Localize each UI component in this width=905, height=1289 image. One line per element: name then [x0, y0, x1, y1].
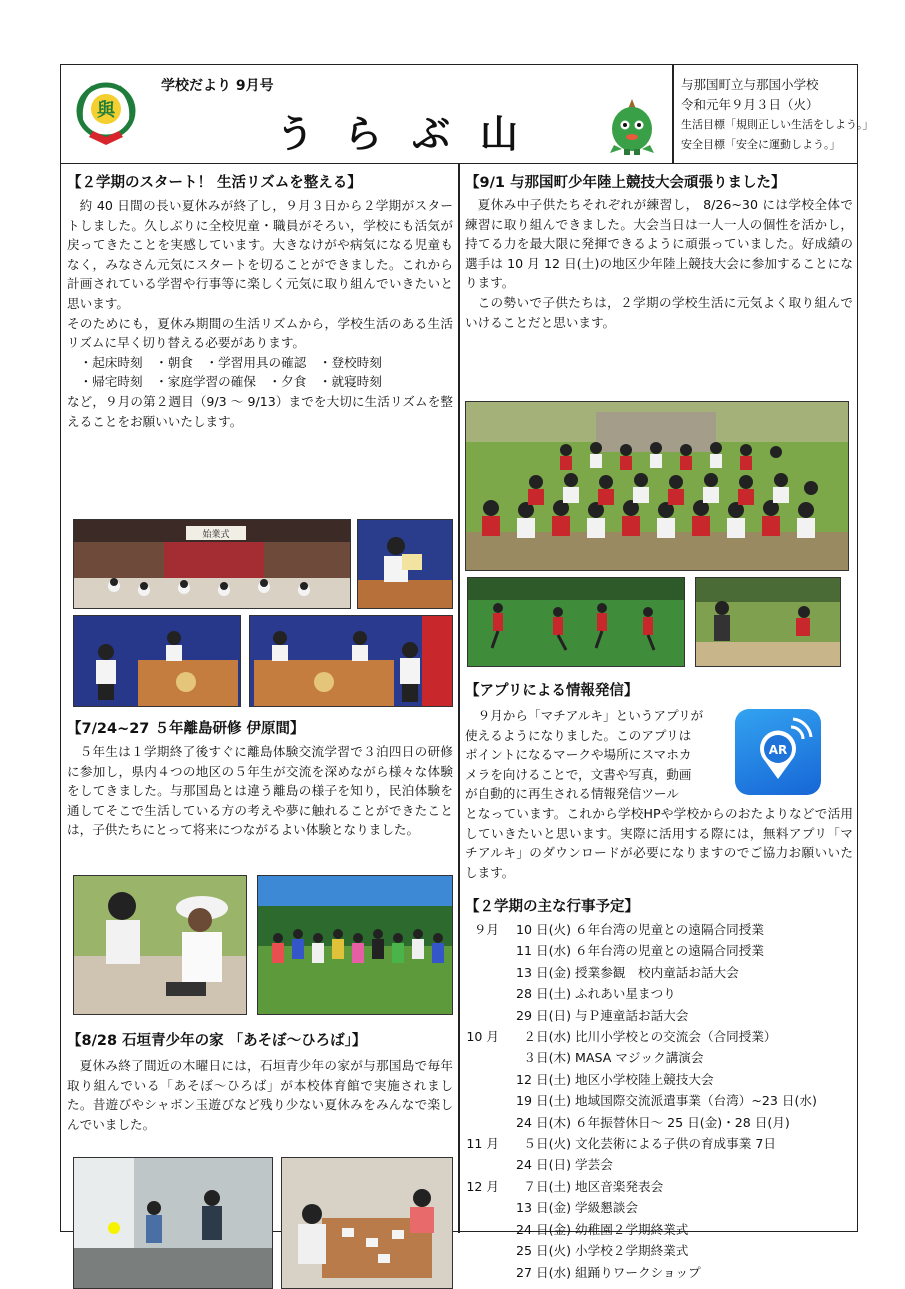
ceremony-sign-text: 始業式 [202, 530, 230, 540]
app-paragraph-rest: となっています。これから学校HPや学校からのおたよりなどで活用していきたいと思います。実際に活用する際には，無料アプリ「マチアルキ」のダウンロードが必要になりますのでご協力お願いいたします。 [465, 805, 853, 880]
event-row [465, 962, 853, 983]
event-day: 24 日(金) [515, 1221, 571, 1237]
app-paragraph-line-3: ポイントになるマークや場所にスマホカ [465, 747, 692, 763]
event-day: 24 日(日) [515, 1157, 571, 1173]
speech-podium-photo [73, 615, 241, 707]
event-text: 組踊りワークショップ [575, 1264, 701, 1280]
semester-start-paragraph-1: 約 40 日間の長い夏休みが終了し，９月３日から２学期がスタートしました。久しぶりに全校児童・職員がそろい，学校にも活気が戻ってきたことを実感しています。大きなけがや病気になる児童もなく，みなさん元気にスタートを切ることができました。これから計画されている学習や行事等に楽しく元気に取り組んでいきたいと思います。 [67, 198, 453, 311]
event-text: 比川小学校との交流会（合同授業） [575, 1029, 777, 1045]
event-day: ５日(火) [523, 1136, 571, 1152]
traditional-games-photo [281, 1157, 453, 1289]
event-row [465, 1219, 853, 1240]
event-row [465, 1090, 853, 1111]
island-trip-craft-photo [73, 875, 247, 1015]
event-text: ６年振替休日～ 25 日(金)・28 日(月) [575, 1114, 790, 1130]
app-paragraph-line-5: が自動的に再生される情報発信ツール [465, 786, 679, 802]
event-day: 24 日(木) [515, 1114, 571, 1130]
opening-ceremony-photo [73, 519, 351, 609]
event-day: 10 日(火) [515, 922, 571, 937]
event-text: MASA マジック講演会 [575, 1050, 704, 1066]
event-row [465, 1154, 853, 1175]
event-row [465, 1026, 853, 1047]
event-row [465, 940, 853, 961]
track-meet-paragraph-2: この勢いで子供たちは，２学期の学校生活に元気よく取り組んでいけることだと思います。 [465, 294, 853, 330]
newsletter-title: うらぶ山 [276, 112, 549, 156]
app-paragraph-line-4: メラを向けることで，文書や写真，動画 [465, 766, 692, 782]
event-row [465, 1240, 853, 1261]
track-team-group-photo [465, 401, 849, 571]
ar-app-icon [735, 709, 821, 795]
section-heading-youth-center: 【8/28 石垣青少年の家 「あそぼ～ひろば」】 [67, 1033, 367, 1049]
event-day: 13 日(金) [515, 964, 571, 980]
section-heading-events: 【２学期の主な行事予定】 [465, 899, 639, 915]
event-day: 19 日(土) [515, 1093, 571, 1109]
event-row [465, 1005, 853, 1026]
event-text: ６年台湾の児童との遠隔合同授業 [575, 922, 764, 937]
event-text: 地区小学校陸上競技大会 [575, 1071, 714, 1087]
event-row [465, 1176, 853, 1197]
column-divider [458, 163, 460, 1233]
island-trip-paragraph: ５年生は１学期終了後すぐに離島体験交流学習で３泊四日の研修に参加し，県内４つの地区の５年生が交流を深めながら様々な体験をしてきました。与那国島とは違う離島の様子を知り，民泊体験を通してそこで生活している方の考えや夢に触れることができたことは，子供たちにとって将来につながるよい体験となりました。 [67, 744, 454, 838]
issue-label: 学校だより 9月号 [161, 78, 274, 94]
event-row [465, 1133, 853, 1154]
long-jump-photo [695, 577, 841, 667]
event-row [465, 1069, 853, 1090]
mascot-icon [606, 95, 658, 157]
events-list [465, 919, 853, 1283]
event-text: 地区音楽発表会 [575, 1178, 664, 1194]
award-presentation-photo [249, 615, 453, 707]
header [61, 65, 874, 164]
event-day: ２日(水) [523, 1029, 571, 1045]
event-row [465, 983, 853, 1004]
event-month: 10 月 [466, 1029, 499, 1045]
semester-start-paragraph-3: など，９月の第２週目（9/3 ～ 9/13）までを大切に生活リズムを整えることをお願いいたします。 [67, 393, 453, 429]
event-day: 25 日(火) [515, 1243, 571, 1259]
event-row [465, 1112, 853, 1133]
event-row [465, 919, 853, 940]
school-name: 与那国町立与那国小学校 [681, 77, 819, 92]
section-heading-track-meet: 【9/1 与那国町少年陸上競技大会頑張りました】 [465, 175, 786, 191]
event-day: 11 日(水) [515, 943, 571, 959]
event-day: 28 日(土) [515, 986, 571, 1002]
bubble-play-photo [73, 1157, 273, 1289]
newsletter-frame [60, 64, 874, 1280]
event-row [465, 1197, 853, 1218]
event-text: 地域国際交流派遣事業（台湾）~23 日(水) [575, 1093, 817, 1109]
event-text: ６年台湾の児童との遠隔合同授業 [575, 943, 764, 959]
event-month: 12 月 [466, 1178, 499, 1194]
event-text: 幼稚園２学期終業式 [575, 1221, 689, 1237]
event-text: 小学校２学期終業式 [575, 1243, 689, 1259]
event-text: 文化芸術による子供の育成事業 7日 [575, 1136, 776, 1152]
svg-text:與: 與 [97, 100, 115, 121]
school-info [681, 75, 874, 155]
semester-start-paragraph-2: そのためにも，夏休み期間の生活リズムから，学校生活のある生活リズムに早く切り替える必要があります。 [67, 315, 453, 351]
event-month: ９月 [473, 922, 499, 937]
event-day: 27 日(水) [515, 1264, 571, 1280]
section-heading-island-trip: 【7/24~27 ５年離島研修 伊原間】 [67, 721, 305, 737]
life-goal: 生活目標「規則正しい生活をしよう。」 [681, 118, 874, 131]
event-row [465, 1047, 853, 1068]
app-paragraph-line-2: 使えるようになりました。このアプリは [465, 727, 692, 743]
event-day: 13 日(金) [515, 1200, 571, 1216]
event-month: 11 月 [466, 1136, 499, 1152]
event-text: 学級懇談会 [575, 1200, 638, 1216]
header-divider [672, 65, 674, 163]
app-paragraph-line-1: ９月から「マチアルキ」というアプリが [477, 708, 704, 723]
ar-app-icon-text: AR [768, 743, 788, 757]
event-day: ３日(木) [523, 1050, 571, 1066]
event-text: 与Ｐ連童話お話大会 [575, 1007, 689, 1023]
school-emblem-icon [75, 79, 137, 149]
event-text: 授業参観 校内童話お話大会 [575, 964, 739, 980]
event-text: ふれあい星まつり [575, 986, 676, 1002]
island-trip-group-photo [257, 875, 453, 1015]
safety-goal: 安全目標「安全に運動しよう。」 [681, 138, 841, 151]
track-meet-paragraph-1: 夏休み中子供たちそれぞれが練習し， 8/26~30 には学校全体で練習に取り組んできました。大会当日は一人一人の個性を活かし，持てる力を最大限に発揮できるように頑張っていました。好成績の選手は 10 月 12 日(土)の地区少年陸上競技大会に参加することになります。 [465, 197, 853, 291]
section-heading-app: 【アプリによる情報発信】 [465, 683, 639, 699]
student-speech-photo [357, 519, 453, 609]
event-day: 12 日(土) [515, 1071, 571, 1087]
issue-date: 令和元年９月３日（火） [681, 97, 819, 112]
rhythm-list-row-1: ・起床時刻 ・朝食 ・学習用具の確認 ・登校時刻 [79, 354, 382, 370]
event-day: 29 日(日) [515, 1007, 571, 1023]
event-day: ７日(土) [523, 1178, 571, 1194]
event-text: 学芸会 [575, 1157, 613, 1173]
sprint-race-photo [467, 577, 685, 667]
rhythm-list-row-2: ・帰宅時刻 ・家庭学習の確保 ・夕食 ・就寝時刻 [79, 374, 382, 390]
youth-center-paragraph: 夏休み終了間近の木曜日には，石垣青少年の家が与那国島で毎年取り組んでいる「あそぼ～ひろば」が本校体育館で実施されました。昔遊びやシャボン玉遊びなど残り少ない夏休みをみんなで楽しんでいました。 [67, 1058, 454, 1132]
section-heading-semester-start: 【２学期のスタート！ 生活リズムを整える】 [67, 175, 362, 191]
